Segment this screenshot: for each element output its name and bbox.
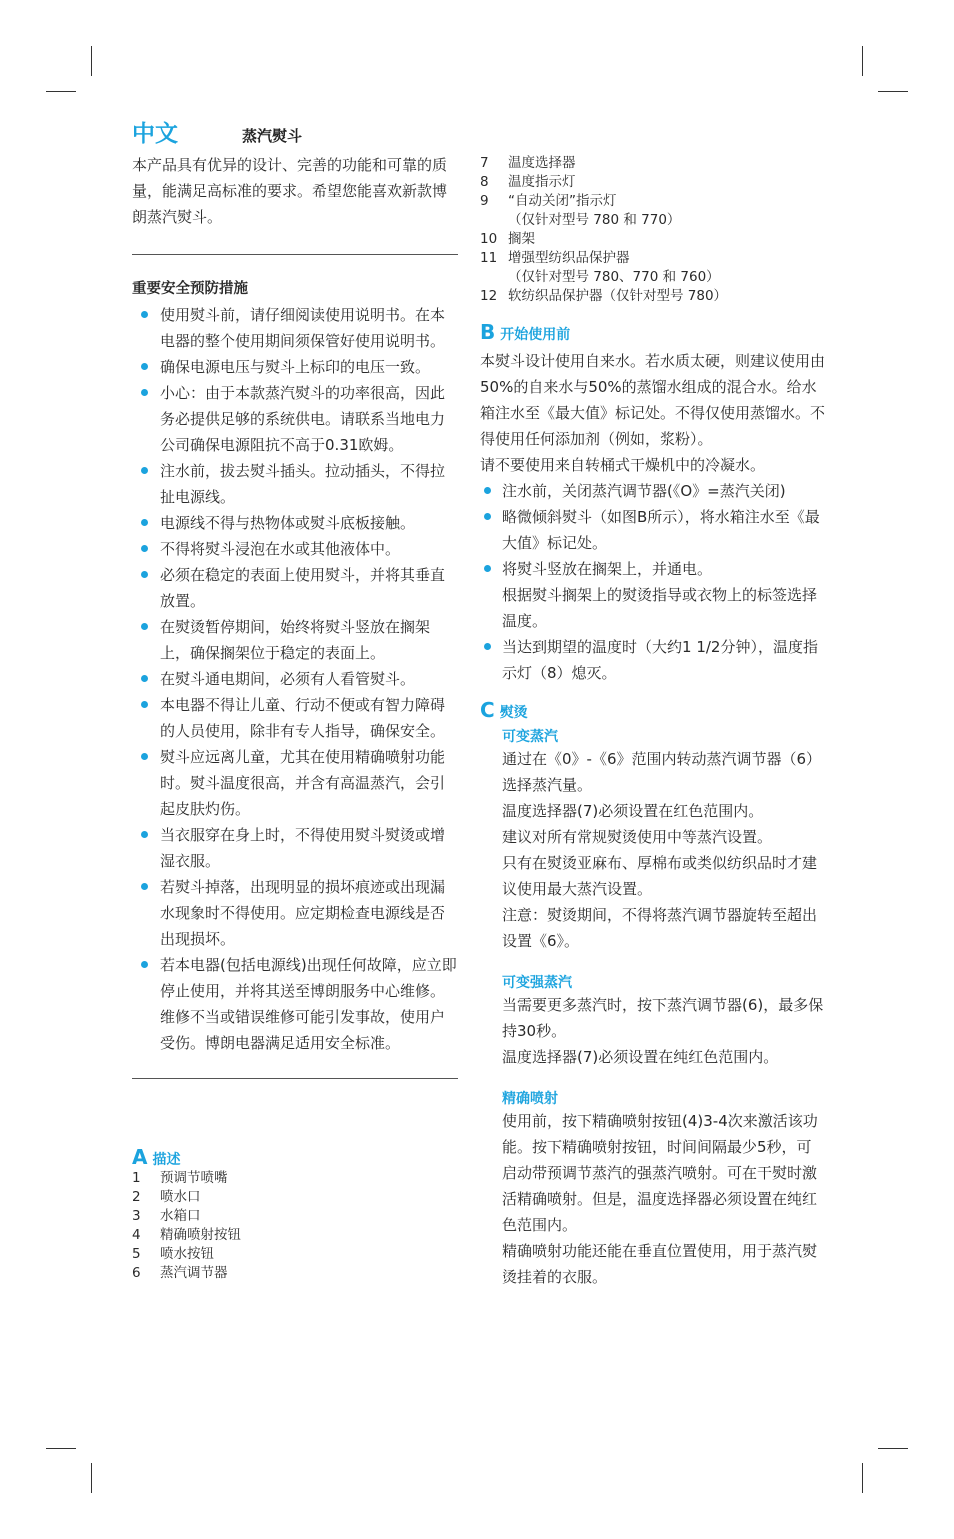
part-number: 7 xyxy=(480,155,489,171)
crop-mark xyxy=(862,1463,863,1493)
list-item xyxy=(132,536,458,562)
part-number: 12 xyxy=(480,288,498,304)
list-item-text: 当衣服穿在身上时，不得使用熨斗熨烫或增湿衣服。 xyxy=(160,826,446,870)
list-item xyxy=(132,354,458,380)
list-item-text: 略微倾斜熨斗（如图B所示），将水箱注水至《最大值》标记处。 xyxy=(502,508,820,552)
paragraph: 当需要更多蒸汽时，按下蒸汽调节器(6)，最多保持30秒。 xyxy=(502,996,824,1040)
part-label: 温度选择器 xyxy=(508,155,576,171)
part-content xyxy=(160,1226,241,1245)
part-content xyxy=(508,230,535,249)
part-item xyxy=(132,1169,458,1188)
list-item xyxy=(132,562,458,614)
part-item xyxy=(132,1188,458,1207)
list-item-text: 若本电器(包括电源线)出现任何故障，应立即停止使用，并将其送至博朗服务中心维修。维修不当或错误维修可能引发事故，使用户受伤。博朗电器满足适用安全标准。 xyxy=(160,956,457,1052)
bullet-icon xyxy=(141,701,148,708)
section-b-paragraph: 请不要使用来自转桶式干燥机中的冷凝水。 xyxy=(480,456,766,474)
parts-list xyxy=(132,1169,458,1283)
bullet-icon xyxy=(141,623,148,630)
language-name: 中文 xyxy=(132,121,178,147)
part-item xyxy=(132,1245,458,1264)
right-column xyxy=(480,154,825,1290)
bullet-icon xyxy=(141,519,148,526)
paragraph: 只有在熨烫亚麻布、厚棉布或类似纺织品时才建议使用最大蒸汽设置。 xyxy=(502,854,818,898)
part-item xyxy=(132,1207,458,1226)
part-number: 9 xyxy=(480,193,489,209)
part-label: 喷水口 xyxy=(160,1189,201,1205)
part-number: 4 xyxy=(132,1227,141,1243)
crop-mark xyxy=(46,91,76,92)
list-item-text: 电源线不得与热物体或熨斗底板接触。 xyxy=(160,514,416,532)
bullet-icon xyxy=(484,643,491,650)
part-note: （仅针对型号 780、770 和 760） xyxy=(508,269,720,285)
list-item xyxy=(132,952,458,1056)
part-content xyxy=(508,287,727,306)
bullet-icon xyxy=(141,831,148,838)
list-item xyxy=(132,744,458,822)
part-label: 软纺织品保护器（仅针对型号 780） xyxy=(508,288,728,304)
part-label: 预调节喷嘴 xyxy=(160,1170,228,1186)
section-b-list xyxy=(480,478,825,686)
section-letter: A xyxy=(132,1145,148,1169)
bullet-icon xyxy=(141,311,148,318)
product-name: 蒸汽熨斗 xyxy=(242,127,303,145)
bullet-icon xyxy=(141,675,148,682)
list-item xyxy=(132,458,458,510)
precision-shot-text xyxy=(502,1108,825,1290)
part-number: 11 xyxy=(480,250,498,266)
part-content xyxy=(508,173,576,192)
bullet-icon xyxy=(141,545,148,552)
variable-steam-heading: 可变蒸汽 xyxy=(502,729,558,745)
part-label: 精确喷射按钮 xyxy=(160,1227,241,1243)
part-label: 增强型纺织品保护器 xyxy=(508,250,630,266)
part-number: 2 xyxy=(132,1189,141,1205)
section-c-heading xyxy=(480,698,825,722)
part-item xyxy=(480,173,825,192)
crop-mark xyxy=(878,91,908,92)
list-item xyxy=(132,510,458,536)
part-item xyxy=(480,249,825,287)
list-item-text: 使用熨斗前，请仔细阅读使用说明书。在本电器的整个使用期间须保管好使用说明书。 xyxy=(160,306,446,350)
bullet-icon xyxy=(141,753,148,760)
section-title: 开始使用前 xyxy=(500,327,571,343)
bullet-icon xyxy=(484,487,491,494)
divider xyxy=(132,254,458,255)
list-item-text: 若熨斗掉落，出现明显的损坏痕迹或出现漏水现象时不得使用。应定期检查电源线是否出现损坏。 xyxy=(160,878,446,948)
paragraph: 使用前，按下精确喷射按钮(4)3-4次来激活该功能。按下精确喷射按钮，时间间隔最少5秒，可启动带预调节蒸汽的强蒸汽喷射。可在干熨时激活精确喷射。但是，温度选择器必须设置在纯红色范围内。 xyxy=(502,1112,818,1234)
list-item-text: 在熨斗通电期间，必须有人看管熨斗。 xyxy=(160,670,416,688)
list-item-text: 注水前，拔去熨斗插头。拉动插头，不得拉扯电源线。 xyxy=(160,462,446,506)
part-number: 8 xyxy=(480,174,489,190)
precision-shot-heading: 精确喷射 xyxy=(502,1091,558,1107)
part-item xyxy=(480,192,825,230)
part-label: 温度指示灯 xyxy=(508,174,576,190)
safety-list xyxy=(132,302,458,1056)
paragraph: 通过在《0》-《6》范围内转动蒸汽调节器（6）选择蒸汽量。 xyxy=(502,750,822,794)
list-item xyxy=(132,380,458,458)
part-label: 喷水按钮 xyxy=(160,1246,214,1262)
list-item-text: 熨斗应远离儿童，尤其在使用精确喷射功能时。熨斗温度很高，并含有高温蒸汽，会引起皮肤灼伤。 xyxy=(160,748,446,818)
part-content xyxy=(508,154,576,173)
part-item xyxy=(480,287,825,306)
bullet-icon xyxy=(141,467,148,474)
section-letter: C xyxy=(480,698,495,722)
part-number: 10 xyxy=(480,231,498,247)
list-item-text: 将熨斗竖放在搁架上，并通电。 xyxy=(502,560,713,578)
part-item xyxy=(132,1226,458,1245)
crop-mark xyxy=(862,46,863,76)
part-content xyxy=(160,1245,214,1264)
crop-mark xyxy=(91,1463,92,1493)
left-column xyxy=(132,115,458,1283)
part-label: “自动关闭”指示灯 xyxy=(508,193,617,209)
part-content xyxy=(160,1188,201,1207)
bullet-icon xyxy=(141,883,148,890)
part-content xyxy=(508,249,720,287)
list-item-text: 注水前，关闭蒸汽调节器(《O》=蒸汽关闭) xyxy=(502,482,786,500)
list-item-text: 不得将熨斗浸泡在水或其他液体中。 xyxy=(160,540,401,558)
part-item xyxy=(480,154,825,173)
section-b-paragraph: 本熨斗设计使用自来水。若水质太硬，则建议使用由50%的自来水与50%的蒸馏水组成的混合水。给水箱注水至《最大值》标记处。不得仅使用蒸馏水。不得使用任何添加剂（例如，浆粉）。 xyxy=(480,352,826,448)
strong-steam-text xyxy=(502,992,825,1070)
part-item xyxy=(132,1264,458,1283)
list-item-text: 本电器不得让儿童、行动不便或有智力障碍的人员使用，除非有专人指导，确保安全。 xyxy=(160,696,446,740)
bullet-icon xyxy=(484,565,491,572)
part-item xyxy=(480,230,825,249)
part-content xyxy=(160,1169,228,1188)
bullet-icon xyxy=(141,961,148,968)
list-item-text: 必须在稳定的表面上使用熨斗，并将其垂直放置。 xyxy=(160,566,446,610)
part-note: （仅针对型号 780 和 770） xyxy=(508,212,681,228)
intro-paragraph: 本产品具有优异的设计、完善的功能和可靠的质量，能满足高标准的要求。希望您能喜欢新款博朗蒸汽熨斗。 xyxy=(132,156,448,226)
crop-mark xyxy=(91,46,92,76)
paragraph: 注意：熨烫期间，不得将蒸汽调节器旋转至超出设置《6》。 xyxy=(502,906,818,950)
part-number: 5 xyxy=(132,1246,141,1262)
safety-heading: 重要安全预防措施 xyxy=(132,281,248,297)
section-a-heading xyxy=(132,1145,458,1169)
part-content xyxy=(160,1264,228,1283)
part-number: 3 xyxy=(132,1208,141,1224)
variable-steam-text xyxy=(502,746,825,954)
bullet-icon xyxy=(141,571,148,578)
list-item xyxy=(480,504,825,556)
section-letter: B xyxy=(480,320,496,344)
parts-list xyxy=(480,154,825,306)
part-label: 搁架 xyxy=(508,231,535,247)
part-content xyxy=(508,192,680,230)
list-item-text: 在熨烫暂停期间，始终将熨斗竖放在搁架上，确保搁架位于稳定的表面上。 xyxy=(160,618,431,662)
part-label: 水箱口 xyxy=(160,1208,201,1224)
list-item xyxy=(480,634,825,686)
paragraph: 精确喷射功能还能在垂直位置使用，用于蒸汽熨烫挂着的衣服。 xyxy=(502,1242,818,1286)
bullet-icon xyxy=(484,513,491,520)
paragraph: 温度选择器(7)必须设置在红色范围内。 xyxy=(502,802,764,820)
paragraph: 建议对所有常规熨烫使用中等蒸汽设置。 xyxy=(502,828,773,846)
strong-steam-heading: 可变强蒸汽 xyxy=(502,975,572,991)
list-item-text: 当达到期望的温度时（大约1 1/2分钟），温度指示灯（8）熄灭。 xyxy=(502,638,818,682)
paragraph: 温度选择器(7)必须设置在纯红色范围内。 xyxy=(502,1048,779,1066)
list-item xyxy=(132,666,458,692)
section-title: 熨烫 xyxy=(499,705,528,721)
crop-mark xyxy=(46,1448,76,1449)
part-number: 6 xyxy=(132,1265,141,1281)
list-item xyxy=(132,822,458,874)
part-content xyxy=(160,1207,201,1226)
list-item xyxy=(132,692,458,744)
part-number: 1 xyxy=(132,1170,141,1186)
list-item xyxy=(132,874,458,952)
section-title: 描述 xyxy=(152,1152,181,1168)
page-title xyxy=(132,115,458,148)
bullet-icon xyxy=(141,363,148,370)
section-b-heading xyxy=(480,320,825,344)
list-item-note: 根据熨斗搁架上的熨烫指导或衣物上的标签选择温度。 xyxy=(502,586,818,630)
list-item xyxy=(132,614,458,666)
list-item xyxy=(480,556,825,634)
crop-mark xyxy=(878,1448,908,1449)
list-item-text: 小心：由于本款蒸汽熨斗的功率很高，因此务必提供足够的系统供电。请联系当地电力公司确保电源阻抗不高于0.31欧姆。 xyxy=(160,384,446,454)
list-item xyxy=(480,478,825,504)
list-item xyxy=(132,302,458,354)
list-item-text: 确保电源电压与熨斗上标印的电压一致。 xyxy=(160,358,431,376)
part-label: 蒸汽调节器 xyxy=(160,1265,228,1281)
bullet-icon xyxy=(141,389,148,396)
